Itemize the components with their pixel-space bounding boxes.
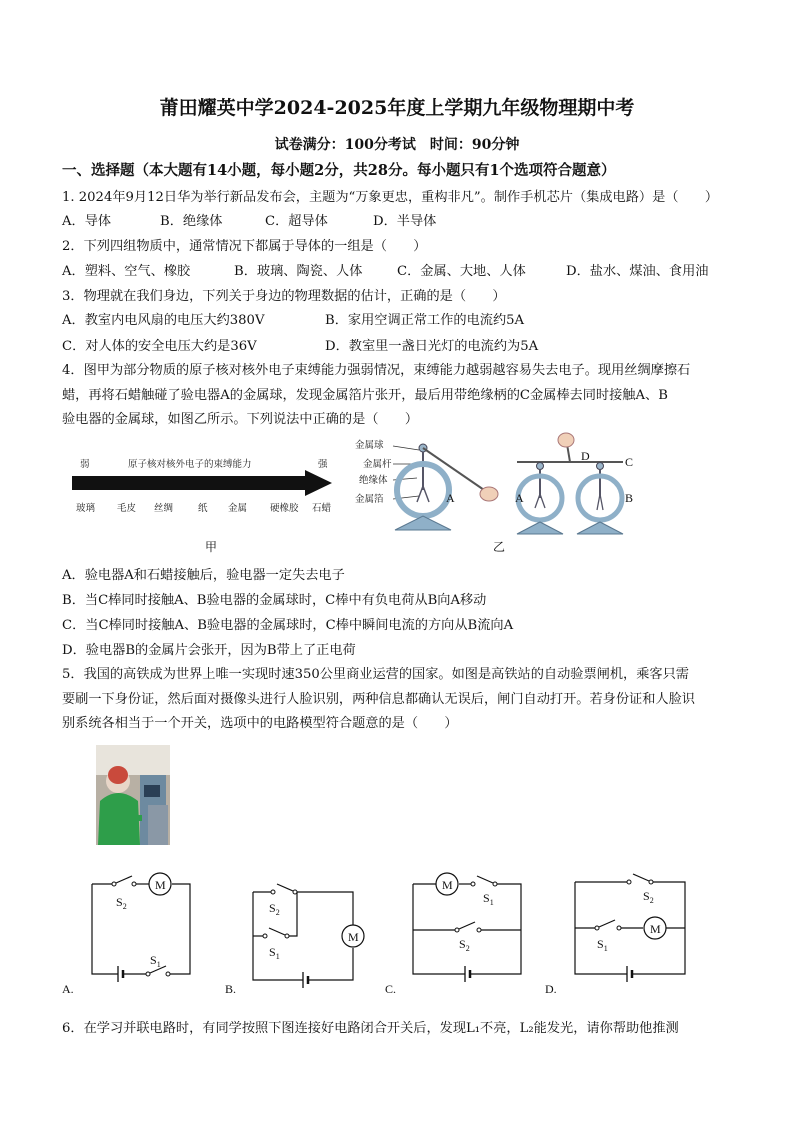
motor-label: M <box>155 878 166 892</box>
material-hard-rubber: 硬橡胶 <box>270 503 299 514</box>
charged-rod <box>423 448 487 492</box>
q1-stem: 1. 2024年9月12日华为举行新品发布会，主题为“万象更忠，重构非凡”。制作手机芯片（集成电路）是（ ） <box>62 190 719 205</box>
circuit-a-label: A. <box>62 982 74 996</box>
q1-option-d: D．半导体 <box>373 214 437 229</box>
q2-option-a: A．塑料、空气、橡胶 <box>62 264 191 279</box>
q1-option-c: C．超导体 <box>265 214 328 229</box>
circuit-c-label: C. <box>385 982 397 996</box>
material-paper: 纸 <box>198 503 208 514</box>
label-a-left: A <box>446 491 455 505</box>
arrow-shaft <box>72 476 307 490</box>
caption-yi: 乙 <box>493 540 506 554</box>
q4-stem-line3: 验电器的金属球，如图乙所示。下列说法中正确的是（ ） <box>62 412 419 427</box>
material-silk: 丝绸 <box>154 503 174 514</box>
section-heading: 一、选择题（本大题有14小题，每小题2分，共28分。每小题只有1个选项符合题意） <box>62 162 616 179</box>
circuit-d <box>545 868 695 998</box>
q5-stem-line1: 5．我国的高铁成为世界上唯一实现时速350公里商业运营的国家。如图是高铁站的自动验票闸机，乘客只需 <box>62 667 689 682</box>
label-b: B <box>625 491 634 505</box>
motor-label: M <box>650 922 661 936</box>
s2-label: $S_2$ <box>269 901 280 917</box>
q5-stem-line3: 别系统各相当于一个开关，选项中的电路模型符合题意的是（ ） <box>62 716 458 731</box>
page-title: 莆田耀英中学2024-2025年度上学期九年级物理期中考 <box>159 97 635 119</box>
label-d: D <box>581 449 590 463</box>
circuit-d-label: D. <box>545 982 557 996</box>
s2-label: $S_2$ <box>459 937 470 953</box>
circuit-b-label: B. <box>225 982 237 996</box>
label-metal-rod: 金属杆 <box>363 459 392 470</box>
s2-label: $S_2$ <box>116 895 127 911</box>
q5-stem-line2: 要刷一下身份证，然后面对摄像头进行人脸识别，两种信息都确认无误后，闸门自动打开。若身份证和人脸识 <box>62 692 695 707</box>
circuit-b <box>225 868 375 998</box>
label-a-right: A <box>515 491 524 505</box>
weak-label: 弱 <box>80 459 90 470</box>
s1-label: $S_1$ <box>150 953 161 969</box>
electroscope-pair-a <box>517 463 563 535</box>
s2-label: $S_2$ <box>643 889 654 905</box>
electroscope-a <box>395 444 451 530</box>
hand-icon <box>480 487 498 501</box>
q4-stem-line2: 蜡，再将石蜡触碰了验电器A的金属球，发现金属箔片张开，最后用带绝缘柄的C金属棒去同时接触A、B <box>62 388 668 403</box>
strong-label: 强 <box>318 459 328 470</box>
s1-label: $S_1$ <box>269 945 280 961</box>
ticket-gate-photo <box>96 745 170 845</box>
label-c: C <box>625 455 634 469</box>
arrow-text: 原子核对核外电子的束缚能力 <box>128 459 252 470</box>
q4-option-d: D．验电器B的金属片会张开，因为B带上了正电荷 <box>62 643 356 658</box>
circuit-a <box>62 868 202 998</box>
label-metal-ball: 金属球 <box>355 440 384 451</box>
q4-option-c: C．当C棒同时接触A、B验电器的金属球时，C棒中瞬间电流的方向从B流向A <box>62 618 514 633</box>
q4-option-a: A．验电器A和石蜡接触后，验电器一定失去电子 <box>62 568 345 583</box>
label-insulator: 绝缘体 <box>359 475 388 486</box>
figure-jia-binding-arrow <box>60 455 350 525</box>
q2-option-d: D．盐水、煤油、食用油 <box>566 264 709 279</box>
exam-info: 试卷满分：100分考试 时间：90分钟 <box>274 137 520 153</box>
label-metal-foil: 金属箔 <box>355 494 384 505</box>
figure-yi-electroscopes <box>355 430 655 540</box>
material-metal: 金属 <box>228 503 248 514</box>
material-glass: 玻璃 <box>76 503 96 514</box>
q4-option-b: B．当C棒同时接触A、B验电器的金属球时，C棒中有负电荷从B向A移动 <box>62 593 487 608</box>
s1-label: $S_1$ <box>597 937 608 953</box>
q2-option-b: B．玻璃、陶瓷、人体 <box>234 264 363 279</box>
circuit-c <box>385 868 535 998</box>
q3-option-b: B．家用空调正常工作的电流约5A <box>325 313 525 328</box>
q3-option-d: D．教室里一盏日光灯的电流约为5A <box>325 339 539 354</box>
q1-option-b: B．绝缘体 <box>160 214 223 229</box>
q3-stem: 3．物理就在我们身边，下列关于身边的物理数据的估计，正确的是（ ） <box>62 289 506 304</box>
q1-option-a: A．导体 <box>62 214 112 229</box>
material-wax: 石蜡 <box>312 503 332 514</box>
electroscope-b <box>577 463 623 535</box>
caption-jia: 甲 <box>205 540 218 554</box>
q6-stem: 6．在学习并联电路时，有同学按照下图连接好电路闭合开关后，发现L₁不亮，L₂能发光，请你帮助他推测 <box>62 1021 679 1036</box>
q3-option-c: C．对人体的安全电压大约是36V <box>62 339 257 354</box>
arrow-head-icon <box>305 470 332 496</box>
q4-stem-line1: 4．图甲为部分物质的原子核对核外电子束缚能力强弱情况，束缚能力越弱越容易失去电子。现用丝绸摩擦石 <box>62 363 691 378</box>
motor-label: M <box>442 878 453 892</box>
hand-icon-2 <box>558 433 574 447</box>
motor-label: M <box>348 930 359 944</box>
q2-option-c: C．金属、大地、人体 <box>397 264 526 279</box>
s1-label: $S_1$ <box>483 891 494 907</box>
q2-stem: 2．下列四组物质中，通常情况下都属于导体的一组是（ ） <box>62 239 427 254</box>
material-fur: 毛皮 <box>117 503 137 514</box>
q3-option-a: A．教室内电风扇的电压大约380V <box>62 313 265 328</box>
